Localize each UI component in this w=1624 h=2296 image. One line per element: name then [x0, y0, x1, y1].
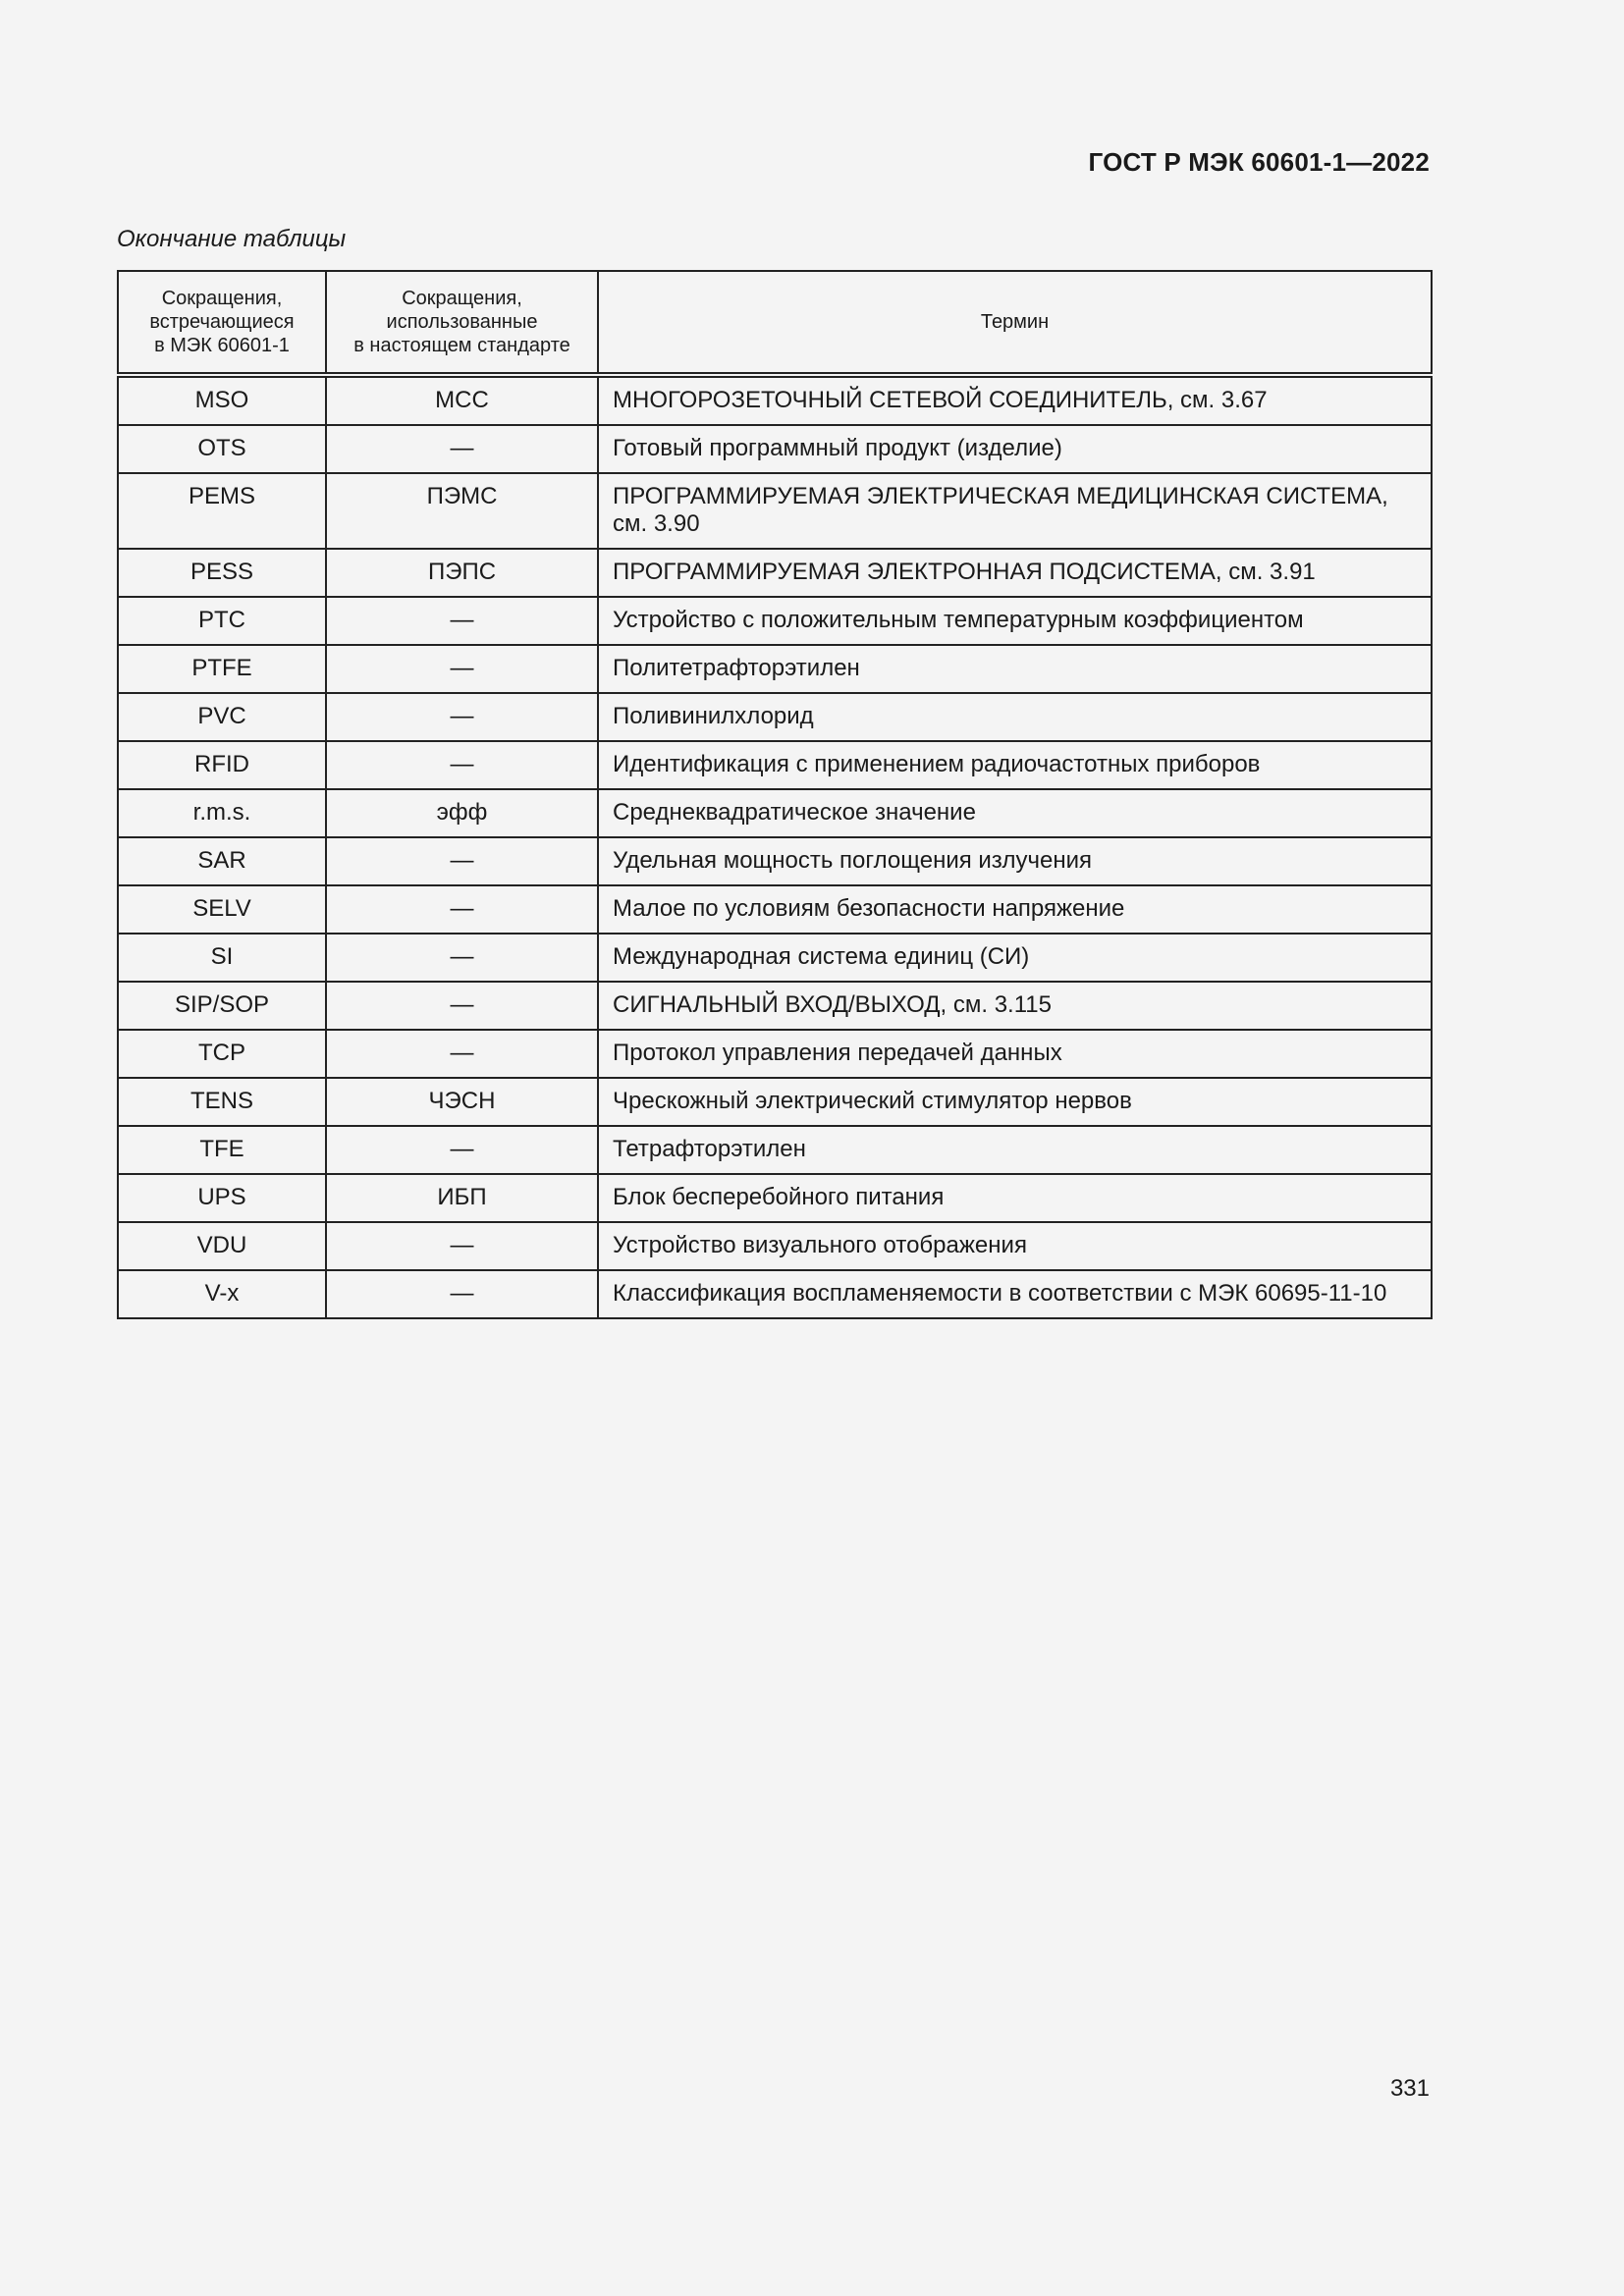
cell-term: ПРОГРАММИРУЕМАЯ ЭЛЕКТРИЧЕСКАЯ МЕДИЦИНСКАЯ СИСТЕМА, см. 3.90: [598, 473, 1432, 549]
cell-iec-abbreviation: r.m.s.: [118, 789, 326, 837]
cell-iec-abbreviation: PVC: [118, 693, 326, 741]
table-row: [118, 789, 1432, 837]
cell-iec-abbreviation: PESS: [118, 549, 326, 597]
cell-iec-abbreviation: SIP/SOP: [118, 982, 326, 1030]
cell-term: Удельная мощность поглощения излучения: [598, 837, 1432, 885]
table-row: [118, 473, 1432, 549]
table-row: [118, 1078, 1432, 1126]
cell-local-abbreviation: —: [326, 1222, 598, 1270]
cell-iec-abbreviation: PTFE: [118, 645, 326, 693]
cell-local-abbreviation: ЧЭСН: [326, 1078, 598, 1126]
table-row: [118, 741, 1432, 789]
cell-term: Блок бесперебойного питания: [598, 1174, 1432, 1222]
cell-local-abbreviation: ИБП: [326, 1174, 598, 1222]
table-caption: Окончание таблицы: [117, 226, 347, 252]
cell-iec-abbreviation: SI: [118, 934, 326, 982]
table-row: [118, 837, 1432, 885]
cell-iec-abbreviation: PTC: [118, 597, 326, 645]
cell-local-abbreviation: эфф: [326, 789, 598, 837]
cell-local-abbreviation: ПЭПС: [326, 549, 598, 597]
cell-term: МНОГОРОЗЕТОЧНЫЙ СЕТЕВОЙ СОЕДИНИТЕЛЬ, см. 3.67: [598, 375, 1432, 425]
cell-term: Готовый программный продукт (изделие): [598, 425, 1432, 473]
cell-local-abbreviation: ПЭМС: [326, 473, 598, 549]
cell-iec-abbreviation: PEMS: [118, 473, 326, 549]
table-body: [118, 375, 1432, 1318]
page-number: 331: [1389, 2075, 1430, 2102]
column-header-term: Термин: [598, 271, 1432, 375]
cell-local-abbreviation: —: [326, 837, 598, 885]
cell-iec-abbreviation: SELV: [118, 885, 326, 934]
table-row: [118, 1270, 1432, 1318]
cell-term: Чрескожный электрический стимулятор нервов: [598, 1078, 1432, 1126]
cell-iec-abbreviation: VDU: [118, 1222, 326, 1270]
table-row: [118, 1222, 1432, 1270]
abbreviations-table-wrapper: [117, 270, 1431, 1319]
table-row: [118, 693, 1432, 741]
cell-term: Устройство с положительным температурным коэффициентом: [598, 597, 1432, 645]
cell-iec-abbreviation: V-x: [118, 1270, 326, 1318]
cell-term: Устройство визуального отображения: [598, 1222, 1432, 1270]
cell-local-abbreviation: —: [326, 1030, 598, 1078]
cell-local-abbreviation: МСС: [326, 375, 598, 425]
table-row: [118, 549, 1432, 597]
table-row: [118, 1126, 1432, 1174]
cell-term: ПРОГРАММИРУЕМАЯ ЭЛЕКТРОННАЯ ПОДСИСТЕМА, см. 3.91: [598, 549, 1432, 597]
cell-term: Тетрафторэтилен: [598, 1126, 1432, 1174]
cell-iec-abbreviation: SAR: [118, 837, 326, 885]
table-header-row: [118, 271, 1432, 375]
cell-iec-abbreviation: UPS: [118, 1174, 326, 1222]
table-row: [118, 885, 1432, 934]
cell-iec-abbreviation: OTS: [118, 425, 326, 473]
cell-local-abbreviation: —: [326, 645, 598, 693]
cell-local-abbreviation: —: [326, 741, 598, 789]
cell-local-abbreviation: —: [326, 597, 598, 645]
cell-local-abbreviation: —: [326, 1126, 598, 1174]
cell-local-abbreviation: —: [326, 1270, 598, 1318]
table-row: [118, 934, 1432, 982]
table-row: [118, 982, 1432, 1030]
cell-local-abbreviation: —: [326, 425, 598, 473]
column-header-iec-abbreviations: Сокращения, встречающиеся в МЭК 60601-1: [118, 271, 326, 375]
cell-term: СИГНАЛЬНЫЙ ВХОД/ВЫХОД, см. 3.115: [598, 982, 1432, 1030]
document-id: ГОСТ Р МЭК 60601-1—2022: [1088, 147, 1430, 177]
table-row: [118, 1030, 1432, 1078]
cell-term: Идентификация с применением радиочастотных приборов: [598, 741, 1432, 789]
cell-term: Малое по условиям безопасности напряжение: [598, 885, 1432, 934]
cell-iec-abbreviation: TENS: [118, 1078, 326, 1126]
table-row: [118, 645, 1432, 693]
cell-iec-abbreviation: RFID: [118, 741, 326, 789]
cell-iec-abbreviation: MSO: [118, 375, 326, 425]
table-row: [118, 597, 1432, 645]
table-row: [118, 425, 1432, 473]
table-row: [118, 375, 1432, 425]
cell-term: Среднеквадратическое значение: [598, 789, 1432, 837]
cell-iec-abbreviation: TFE: [118, 1126, 326, 1174]
cell-term: Классификация воспламеняемости в соответствии с МЭК 60695-11-10: [598, 1270, 1432, 1318]
cell-term: Политетрафторэтилен: [598, 645, 1432, 693]
abbreviations-table: [117, 270, 1433, 1319]
cell-local-abbreviation: —: [326, 982, 598, 1030]
cell-local-abbreviation: —: [326, 693, 598, 741]
cell-iec-abbreviation: TCP: [118, 1030, 326, 1078]
cell-local-abbreviation: —: [326, 885, 598, 934]
cell-term: Поливинилхлорид: [598, 693, 1432, 741]
column-header-local-abbreviations: Сокращения, использованные в настоящем стандарте: [326, 271, 598, 375]
cell-local-abbreviation: —: [326, 934, 598, 982]
cell-term: Протокол управления передачей данных: [598, 1030, 1432, 1078]
cell-term: Международная система единиц (СИ): [598, 934, 1432, 982]
table-row: [118, 1174, 1432, 1222]
